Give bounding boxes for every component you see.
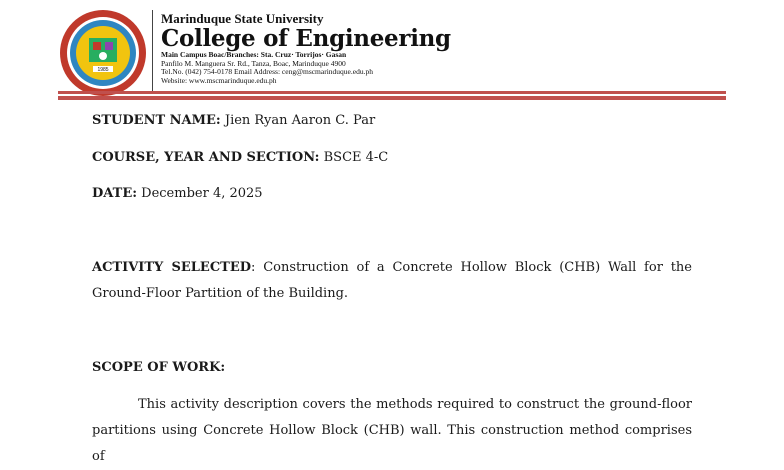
header-rule-bottom bbox=[58, 96, 726, 100]
website-line: Website: www.mscmarinduque.edu.ph bbox=[161, 75, 277, 85]
activity-label: ACTIVITY SELECTED bbox=[92, 260, 252, 275]
header-divider bbox=[152, 10, 153, 94]
date-label: DATE: bbox=[92, 186, 138, 201]
scope-heading: SCOPE OF WORK: bbox=[92, 360, 226, 375]
date-value: December 4, 2025 bbox=[137, 186, 263, 201]
college-name: College of Engineering bbox=[161, 25, 451, 52]
address-line: Panfilo M. Manguera Sr. Rd., Tanza, Boac, Marinduque 4900 bbox=[161, 58, 346, 68]
activity-paragraph bbox=[92, 255, 692, 307]
activity-text: : Construction of a Concrete Hollow Block (CHB) Wall for the Ground-Floor Partition of the Building. bbox=[92, 260, 692, 301]
student-name-value: Jien Ryan Aaron C. Par bbox=[220, 113, 376, 128]
letterhead bbox=[161, 12, 451, 84]
university-name: Marinduque State University bbox=[161, 11, 324, 26]
course-row bbox=[92, 150, 692, 165]
contact-line: Tel.No. (042) 754-0178 Email Address: ceng@mscmarinduque.edu.ph bbox=[161, 67, 373, 76]
campus-line: Main Campus Boac/Branches: Sta. Cruz· Torrijos· Gasan bbox=[161, 50, 347, 59]
course-value: BSCE 4-C bbox=[319, 150, 389, 165]
scope-paragraph: This activity description covers the methods required to construct the ground-floor partitions using Concrete Hollow Block (CHB) wall. This construction method comprises of bbox=[92, 397, 692, 464]
date-row bbox=[92, 186, 692, 201]
student-name-label: STUDENT NAME: bbox=[92, 113, 221, 128]
svg-text:1985: 1985 bbox=[97, 67, 109, 73]
course-label: COURSE, YEAR AND SECTION: bbox=[92, 150, 320, 165]
student-name-row bbox=[92, 113, 692, 128]
college-seal-logo bbox=[58, 8, 148, 98]
header-rule-top bbox=[58, 91, 726, 94]
